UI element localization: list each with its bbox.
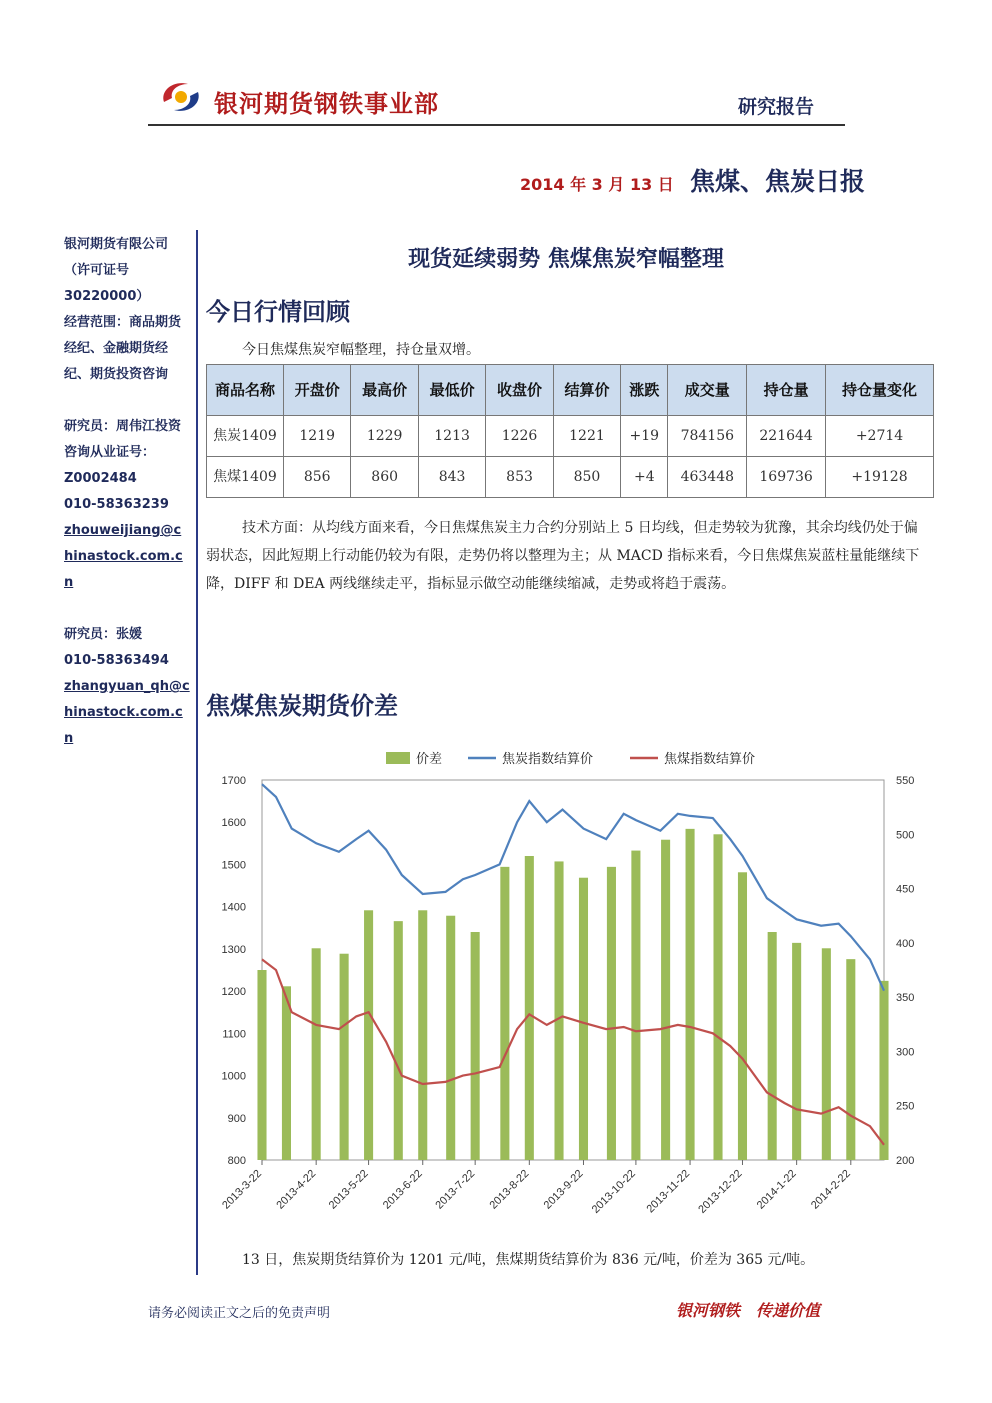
col-header: 持仓量 <box>747 365 826 416</box>
y-left-tick-label: 1400 <box>221 901 246 914</box>
coal-price-line <box>262 959 884 1144</box>
company-logo-icon <box>158 78 204 116</box>
spread-bar <box>768 932 777 1160</box>
spread-bar <box>879 981 888 1160</box>
spread-bar <box>631 851 640 1160</box>
y-left-tick-label: 900 <box>227 1112 246 1125</box>
table-cell: 169736 <box>747 457 826 498</box>
brand-name: 银河期货钢铁事业部 <box>214 90 439 118</box>
x-tick-label: 2014-1-22 <box>754 1167 799 1212</box>
doc-type: 研究报告 <box>738 96 815 118</box>
spread-bar <box>822 948 831 1160</box>
spread-bar <box>471 932 480 1160</box>
col-header: 持仓量变化 <box>826 365 934 416</box>
slogan: 银河钢铁 传递价值 <box>676 1301 821 1320</box>
legend-label: 焦煤指数结算价 <box>664 752 756 767</box>
spread-bar <box>257 970 266 1160</box>
header-divider <box>148 124 845 126</box>
y-left-tick-label: 1000 <box>221 1070 246 1083</box>
legend-label: 焦炭指数结算价 <box>502 752 594 767</box>
y-left-tick-label: 1700 <box>221 775 246 787</box>
table-cell: +2714 <box>826 416 934 457</box>
spread-bar <box>661 840 670 1160</box>
researcher-2: 研究员：张媛 <box>64 627 143 642</box>
spread-bar <box>312 948 321 1160</box>
technical-analysis: 技术方面：从均线方面来看，今日焦煤焦炭主力合约分别站上 5 日均线，但走势较为犹豫，其余均线仍处于偏弱状态，因此短期上行动能仍较为有限，走势仍将以整理为主；从 MACD 指标来看，今日焦煤焦炭蓝柱量能继续下降，DIFF 和 DEA 两线继续走平，指标显示做空动能继续缩减，走势或将趋于震荡。 <box>206 520 920 592</box>
researcher-1: 研究员：周伟江投资咨询从业证号： <box>64 419 182 460</box>
x-tick-label: 2013-12-22 <box>696 1167 745 1216</box>
y-left-tick-label: 1100 <box>222 1028 246 1041</box>
table-cell: 856 <box>284 457 351 498</box>
x-tick-label: 2013-5-22 <box>326 1167 371 1212</box>
col-header: 收盘价 <box>486 365 553 416</box>
spread-note: 13 日，焦炭期货结算价为 1201 元/吨，焦煤期货结算价为 836 元/吨，价差为 365 元/吨。 <box>242 1252 815 1268</box>
spread-bar <box>364 910 373 1160</box>
table-cell: 850 <box>553 457 620 498</box>
quote-table <box>206 364 934 498</box>
col-header: 结算价 <box>553 365 620 416</box>
y-right-tick-label: 350 <box>896 992 915 1005</box>
spread-bar <box>686 829 695 1160</box>
x-tick-label: 2013-6-22 <box>380 1167 425 1212</box>
y-left-tick-label: 1300 <box>221 943 246 956</box>
x-tick-label: 2014-2-22 <box>808 1167 853 1212</box>
spread-bar <box>394 921 403 1160</box>
spread-chart <box>206 740 936 1240</box>
report-date: 2014 年 3 月 13 日 <box>520 175 674 194</box>
y-right-tick-label: 300 <box>896 1046 915 1059</box>
y-left-tick-label: 800 <box>227 1155 246 1167</box>
y-left-tick-label: 1600 <box>221 817 246 830</box>
y-left-tick-label: 1200 <box>221 986 246 999</box>
y-right-tick-label: 500 <box>896 829 915 842</box>
spread-bar <box>738 872 747 1160</box>
x-tick-label: 2013-9-22 <box>541 1167 586 1212</box>
table-cell: 1226 <box>486 416 553 457</box>
col-header: 最低价 <box>418 365 485 416</box>
x-tick-label: 2013-7-22 <box>433 1167 478 1212</box>
col-header: 成交量 <box>668 365 747 416</box>
table-cell: +19128 <box>826 457 934 498</box>
coke-price-line <box>262 784 884 991</box>
table-cell: 1213 <box>418 416 485 457</box>
researcher-2-email-link[interactable]: zhangyuan_qh@chinastock.com.cn <box>64 679 190 746</box>
table-cell: 221644 <box>747 416 826 457</box>
section-heading-market-review: 今日行情回顾 <box>206 298 350 326</box>
table-cell: 焦炭1409 <box>207 416 284 457</box>
x-tick-label: 2013-10-22 <box>589 1167 639 1216</box>
spread-bar <box>282 986 291 1160</box>
spread-bar <box>418 910 427 1160</box>
y-right-tick-label: 450 <box>896 883 915 896</box>
business-scope: 经营范围：商品期货经纪、金融期货经纪、期货投资咨询 <box>64 315 182 382</box>
col-header: 最高价 <box>351 365 418 416</box>
table-header-row <box>207 365 934 416</box>
x-tick-label: 2013-11-22 <box>644 1167 693 1216</box>
table-cell: 1219 <box>284 416 351 457</box>
y-right-tick-label: 550 <box>896 775 915 787</box>
y-right-tick-label: 250 <box>896 1100 915 1113</box>
table-cell: 焦煤1409 <box>207 457 284 498</box>
table-cell: 784156 <box>668 416 747 457</box>
y-left-tick-label: 1500 <box>221 859 246 872</box>
col-header: 开盘价 <box>284 365 351 416</box>
researcher-2-phone: 010-58363494 <box>64 653 169 668</box>
y-right-tick-label: 400 <box>896 937 915 950</box>
researcher-1-phone: 010-58363239 <box>64 497 169 512</box>
table-cell: 860 <box>351 457 418 498</box>
table-cell: +4 <box>621 457 668 498</box>
spread-bar <box>500 867 509 1160</box>
researcher-1-cert: Z0002484 <box>64 471 137 486</box>
table-row <box>207 457 934 498</box>
table-cell: 843 <box>418 457 485 498</box>
spread-bar <box>525 856 534 1160</box>
market-intro: 今日焦煤焦炭窄幅整理，持仓量双增。 <box>242 342 480 358</box>
spread-bar <box>846 959 855 1160</box>
table-cell: +19 <box>621 416 668 457</box>
legend-label: 价差 <box>416 752 443 767</box>
x-tick-label: 2013-3-22 <box>220 1167 265 1212</box>
spread-bar <box>340 954 349 1160</box>
spread-bar <box>713 834 722 1160</box>
sidebar-contacts <box>64 232 190 778</box>
table-cell: 853 <box>486 457 553 498</box>
table-row <box>207 416 934 457</box>
legend-swatch <box>386 752 410 764</box>
main-headline: 现货延续弱势 焦煤焦炭窄幅整理 <box>408 247 724 272</box>
spread-bar <box>554 861 563 1160</box>
company-info: 银河期货有限公司（许可证号30220000） <box>64 237 169 304</box>
disclaimer-note: 请务必阅读正文之后的免责声明 <box>148 1306 331 1321</box>
col-header: 涨跌 <box>621 365 668 416</box>
x-tick-label: 2013-4-22 <box>274 1167 319 1212</box>
plot-frame <box>262 780 884 1160</box>
y-right-tick-label: 200 <box>896 1155 915 1167</box>
table-cell: 1221 <box>553 416 620 457</box>
table-cell: 1229 <box>351 416 418 457</box>
researcher-1-email-link[interactable]: zhouweijiang@chinastock.com.cn <box>64 523 183 590</box>
section-heading-spread: 焦煤焦炭期货价差 <box>206 692 398 720</box>
x-tick-label: 2013-8-22 <box>487 1167 532 1212</box>
report-title: 焦煤、焦炭日报 <box>690 167 866 196</box>
table-cell: 463448 <box>668 457 747 498</box>
spread-bar <box>792 943 801 1160</box>
spread-bar <box>579 878 588 1160</box>
spread-bar <box>607 867 616 1160</box>
spread-bar <box>446 916 455 1160</box>
sidebar-divider <box>196 230 198 1275</box>
col-header: 商品名称 <box>207 365 284 416</box>
